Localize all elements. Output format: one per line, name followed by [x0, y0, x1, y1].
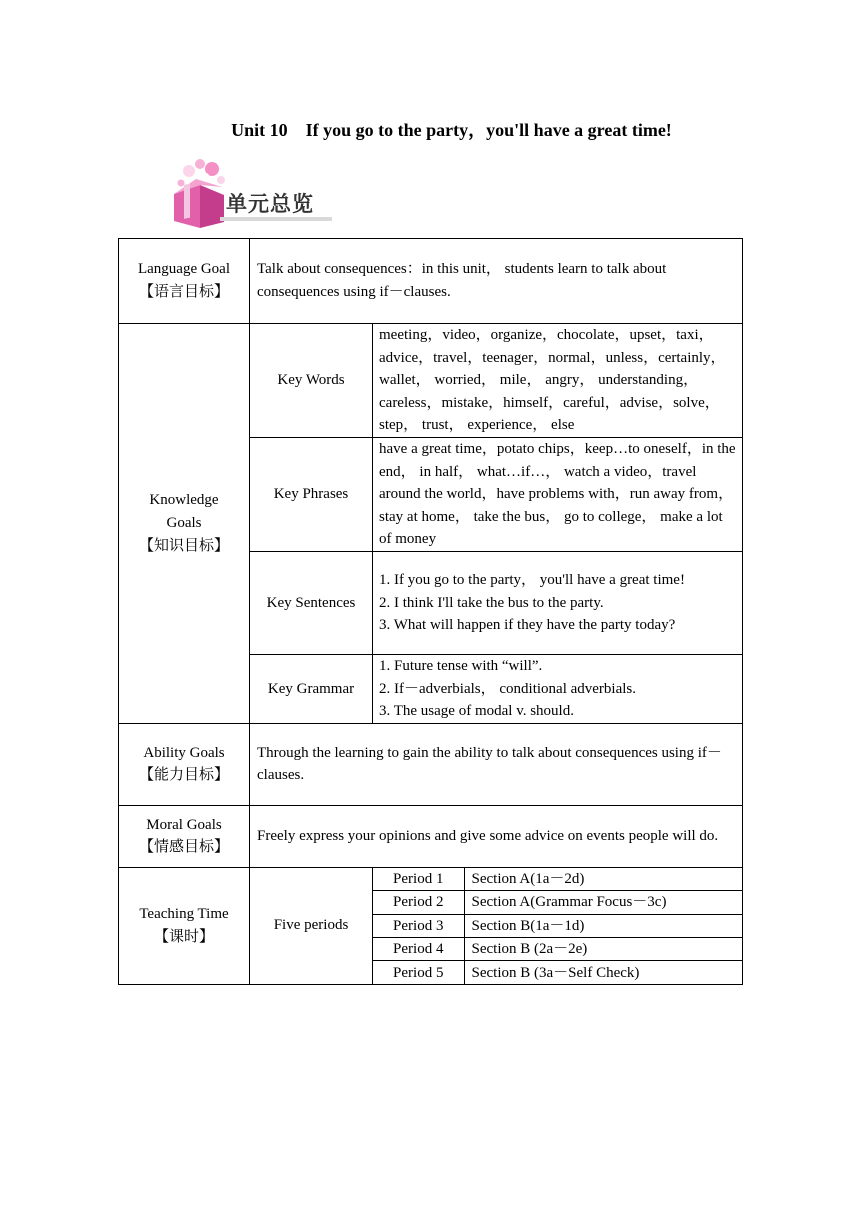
key-words-label: Key Words — [250, 324, 373, 438]
period-label: Period 3 — [373, 914, 464, 937]
key-grammar-3: 3. The usage of modal v. should. — [379, 703, 574, 720]
key-grammar-label: Key Grammar — [250, 654, 373, 723]
teaching-time-label: Teaching Time 【课时】 — [119, 867, 250, 984]
unit-overview-table — [118, 238, 743, 985]
key-grammar-2: 2. If－adverbials， conditional adverbials. — [379, 680, 637, 697]
knowledge-goals-label: Knowledge Goals 【知识目标】 — [119, 324, 250, 724]
key-phrases-label: Key Phrases — [250, 437, 373, 551]
key-sentence-2: 2. I think I'll take the bus to the party. — [379, 594, 604, 611]
key-sentence-1: 1. If you go to the party， you'll have a great time! — [379, 572, 685, 589]
key-words-content: meeting，video，organize，chocolate，upset，taxi，advice，travel，teenager，normal，unless，certainly，wallet， worried， mile， angry， understanding，careless，mistake，himself，careful，advise，solve，step， trust， experience， else — [373, 324, 743, 438]
period-row — [373, 961, 742, 984]
language-goal-row — [119, 239, 743, 324]
period-section: Section A(1a－2d) — [464, 868, 742, 891]
period-section: Section A(Grammar Focus－3c) — [464, 891, 742, 914]
ability-goals-label: Ability Goals 【能力目标】 — [119, 723, 250, 805]
key-grammar-1: 1. Future tense with “will”. — [379, 657, 543, 674]
period-section: Section B(1a－1d) — [464, 914, 742, 937]
key-sentences-content — [373, 551, 743, 654]
periods-cell — [373, 867, 743, 984]
page-title: Unit 10 If you go to the party，you'll have a great time! — [231, 120, 672, 140]
banner-underline — [220, 217, 332, 221]
period-section: Section B (2a－2e) — [464, 937, 742, 960]
key-sentence-3: 3. What will happen if they have the party today? — [379, 617, 676, 634]
key-sentences-label: Key Sentences — [250, 551, 373, 654]
unit-overview-banner — [160, 154, 336, 234]
banner-text: 单元总览 — [226, 192, 314, 216]
period-row — [373, 914, 742, 937]
period-label: Period 4 — [373, 937, 464, 960]
teaching-time-row — [119, 867, 743, 984]
period-label: Period 1 — [373, 868, 464, 891]
key-phrases-content: have a great time，potato chips，keep…to oneself，in the end， in half， what…if…， watch a video，travel around the world，have problems with，run away from， stay at home， take the bus， go to college， make a lot of money — [373, 437, 743, 551]
period-label: Period 5 — [373, 961, 464, 984]
period-row — [373, 868, 742, 891]
language-goal-content: Talk about consequences：in this unit， students learn to talk about consequences using if－clauses. — [250, 239, 743, 324]
teaching-time-summary: Five periods — [250, 867, 373, 984]
ability-goals-content: Through the learning to gain the ability to talk about consequences using if－clauses. — [250, 723, 743, 805]
moral-goals-content: Freely express your opinions and give some advice on events people will do. — [250, 805, 743, 867]
key-grammar-content — [373, 654, 743, 723]
moral-goals-row — [119, 805, 743, 867]
ability-goals-row — [119, 723, 743, 805]
period-label: Period 2 — [373, 891, 464, 914]
language-goal-label: Language Goal 【语言目标】 — [119, 239, 250, 324]
key-words-row — [119, 324, 743, 438]
period-row — [373, 891, 742, 914]
periods-table — [373, 868, 742, 984]
moral-goals-label: Moral Goals 【情感目标】 — [119, 805, 250, 867]
period-section: Section B (3a－Self Check) — [464, 961, 742, 984]
period-row — [373, 937, 742, 960]
